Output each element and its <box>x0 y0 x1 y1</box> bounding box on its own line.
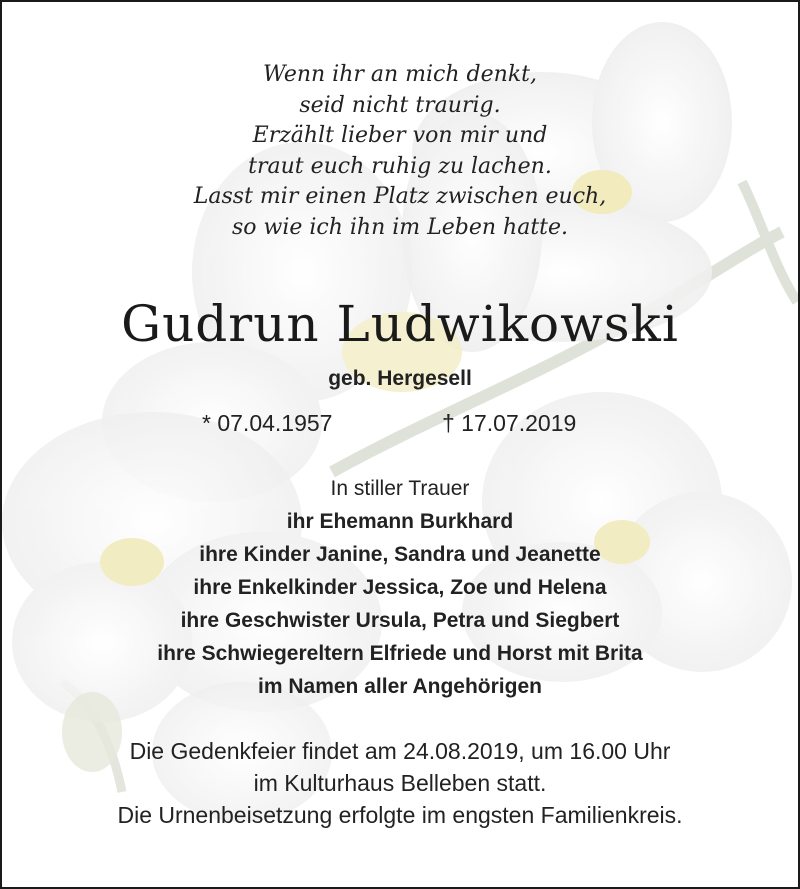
deceased-name: Gudrun Ludwikowski <box>121 295 679 353</box>
ceremony-line: im Kulturhaus Belleben statt. <box>253 770 547 796</box>
ceremony-info <box>2 735 798 831</box>
poem-line: Wenn ihr an mich denkt, <box>263 62 537 87</box>
poem-line: so wie ich ihn im Leben hatte. <box>231 214 569 240</box>
mourner-line: im Namen aller Angehörigen <box>258 675 542 698</box>
birth-name: geb. Hergesell <box>328 367 472 390</box>
mourner-line: ihre Kinder Janine, Sandra und Jeanette <box>199 543 601 566</box>
poem-line: seid nicht traurig. <box>299 92 501 118</box>
ceremony-line: Die Gedenkfeier findet am 24.08.2019, um 16.00 Uhr <box>129 738 671 764</box>
birth-date: * 07.04.1957 <box>202 410 333 436</box>
ceremony-line: Die Urnenbeisetzung erfolgte im engsten Familienkreis. <box>117 802 683 828</box>
poem-line: traut euch ruhig zu lachen. <box>248 153 552 179</box>
poem <box>2 60 798 243</box>
poem-line: Erzählt lieber von mir und <box>252 123 548 148</box>
mourner-line: ihre Schwiegereltern Elfriede und Horst mit Brita <box>157 642 643 665</box>
mourner-line: ihr Ehemann Burkhard <box>286 510 514 533</box>
mourner-line: ihre Geschwister Ursula, Petra und Siegbert <box>180 609 620 632</box>
mourners-list <box>2 472 798 703</box>
poem-line: Lasst mir einen Platz zwischen euch, <box>193 184 607 209</box>
death-date: † 17.07.2019 <box>442 410 577 436</box>
mourners-intro: In stiller Trauer <box>330 477 470 500</box>
mourner-line: ihre Enkelkinder Jessica, Zoe und Helena <box>193 576 607 599</box>
